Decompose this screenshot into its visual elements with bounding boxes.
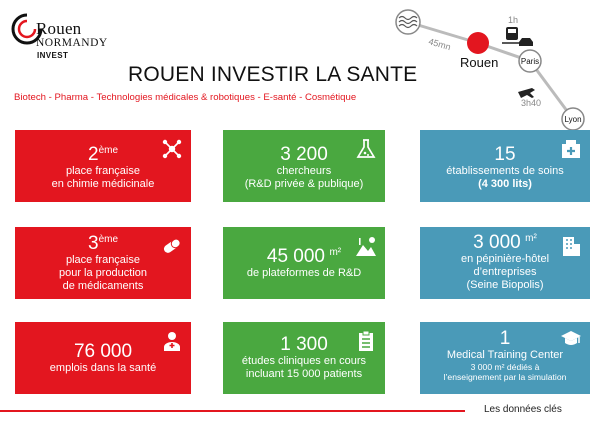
stat-label: études cliniques en cours [241,355,367,367]
stat-card-medicaments [15,227,191,299]
stat-value: 1 [499,328,511,349]
pill-icon [161,235,183,257]
logo-rouen-text: Rouen [36,19,82,38]
time-sea: 45mn [427,36,452,53]
stat-label: établissements de soins [446,165,564,177]
location-map [380,0,600,135]
stat-card-chercheurs [223,130,385,202]
building-icon [560,235,582,257]
stat-card-etudes [223,322,385,394]
footer-divider [0,410,465,412]
stat-label: chercheurs [276,165,332,177]
stat-value: 3 200 [280,144,328,165]
stat-label: (Seine Biopolis) [466,279,544,291]
logo-invest-text: INVEST [37,51,69,60]
clipboard-icon [355,330,377,352]
lyon-label: Lyon [564,115,582,124]
train-icon [502,27,522,43]
landscape-icon [355,235,377,257]
stat-card-etablissements [420,130,590,202]
stat-label: en chimie médicinale [51,178,155,190]
footer-label: Les données clés [484,404,562,415]
stat-label: en pépinière-hôtel [460,253,550,265]
car-icon [519,38,533,46]
stat-label-bold: (4 300 lits) [478,178,532,190]
stat-label: pour la production [58,267,148,279]
stat-card-pepiniere [420,227,590,299]
stat-value: 76 000 [73,341,133,362]
stat-label: emplois dans la santé [49,362,157,374]
rouen-label: Rouen [460,55,499,70]
stat-label: place française [66,165,140,177]
stat-value: 15 [494,144,516,165]
stat-label-small: l’enseignement par la simulation [443,372,567,382]
stat-card-chimie [15,130,191,202]
stat-label: d’entreprises [473,266,537,278]
molecule-icon [161,138,183,160]
stat-label: (R&D privée & publique) [244,178,364,190]
logo [10,10,120,65]
stat-label: de médicaments [62,280,144,292]
flask-icon [355,138,377,160]
time-lyon: 3h40 [521,98,542,108]
paris-label: Paris [520,57,540,66]
stat-value: 3ème [87,233,119,254]
graduation-cap-icon [560,328,582,350]
plane-icon [518,88,535,98]
time-paris: 1h [508,15,519,25]
logo-normandy-text: NORMANDY [36,37,108,49]
stat-value: 3 000 $^{m^2}$ [473,232,537,253]
stat-card-emplois [15,322,191,394]
page-title: ROUEN INVESTIR LA SANTE [128,63,418,86]
stat-label: de plateformes de R&D [246,267,362,279]
stat-value: 45 000 $^{m^2}$ [266,246,342,267]
stat-label-small: 3 000 m² dédiés à [470,362,540,372]
doctor-icon [161,330,183,352]
stat-card-training [420,322,590,394]
page-subtitle: Biotech - Pharma - Technologies médicales & robotiques - E-santé - Cosmétique [14,92,357,103]
rouen-marker [467,32,489,54]
stat-card-plateformes [223,227,385,299]
stat-label: place française [66,254,140,266]
hospital-icon [560,138,582,160]
sea-icon [396,10,420,34]
stat-label: Medical Training Center [446,349,564,361]
stat-value: 1 300 [280,334,328,355]
stat-label: incluant 15 000 patients [245,368,363,380]
stat-value: 2ème [87,144,119,165]
